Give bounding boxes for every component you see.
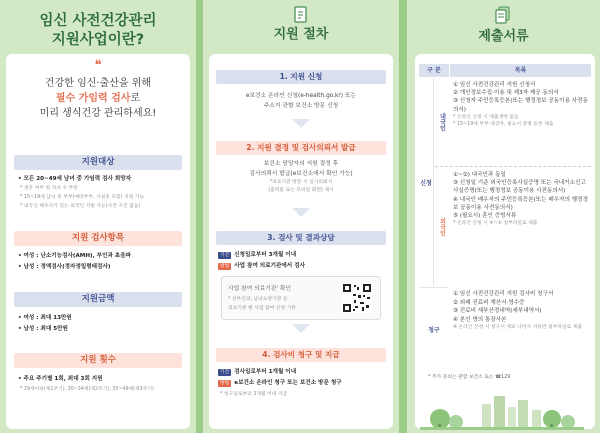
arrow-down-icon [292,208,310,217]
step-4-header: 4. 검사비 청구 및 지급 [216,348,386,362]
domestic-list [453,81,590,129]
col-header-category: 구 분 [419,64,449,77]
documents-table [419,64,591,370]
list-item: ④ 본인 명의 통장사본 [453,316,507,323]
intro-card [6,54,190,429]
footer-note: * 추가 문의는 관할 보건소 또는 ☎129 [428,375,511,380]
step-4-period: 기간 검사일로부터 1개월 이내 [220,369,297,375]
qr-code-icon[interactable] [342,283,372,313]
eligibility-line-4: * 내국인 배우자가 있는 외국인 지원 가능(사전 조건 없음) [20,204,141,209]
amount-male: • 남성 : 최대 5만원 [18,326,68,332]
row-label-apply: 신청 [419,78,434,286]
list-item: ③ 신청자 주민등록등본(또는 행정정보 공동이용 사전동의서) [453,98,588,113]
hospital-check-box [221,276,381,320]
eligibility-line-1: • 모든 20~49세 남녀 중 가임력 검사 희망자 [18,176,132,182]
hospital-check-note-2: 의료기관 별 사업 참여 신청 기관 [228,306,296,311]
list-item: * 온라인 신청 시 ④~⑤ 첨부파일로 제출 [453,221,538,227]
hospital-check-title: 사업 참여 의료기관' 확인 [228,286,292,292]
list-item: ④ 내국인 배우자의 주민등록등본(또는 배우자의 행정정보 공동이용 사전동의서) [453,196,588,211]
step-1-header: 1. 지원 신청 [216,70,386,84]
foreign-list [453,171,590,228]
document-icon [293,6,310,25]
arrow-down-icon [292,119,310,128]
tree-icon [412,390,592,430]
claim-list [453,290,590,332]
step-4-note: * 청구일로부터 3개월 이내 지급 [220,392,288,397]
list-item: ①~②) 내국인과 동일 [453,172,506,178]
list-item: ② 개인정보수집·이용 및 제3자 제공 동의서 [453,90,559,97]
doc-stack-icon [493,6,513,26]
col-header-list: 목록 [450,64,591,77]
step-2-header: 2. 지원 결정 및 검사의뢰서 발급 [216,141,386,155]
page-title: 제출서류 [478,29,529,44]
domestic-divider [435,166,591,167]
list-item: ① 임신 사전건강관리 지원 신청서 [453,82,536,88]
test-items-male: • 남성 : 정액검사(정자정밀형태검사) [18,264,111,270]
eligibility-line-3: * 15~19세 남녀 중 부부(예비부부, 사실혼 포함) 지원 가능 [20,195,145,200]
step-3-header: 3. 검사 및 결과상담 [216,231,386,245]
list-item: ⑤ (필요시) 혼인 증빙서류 [453,213,517,220]
list-item: ③ 진료비 세부산정내역(세부내역서) [453,308,542,315]
section-header-amount: 지원금액 [14,292,182,307]
step-3-method: 방법 사업 참여 의료기관에서 검사 [220,263,305,269]
step-3-period: 기간 신청일로부터 3개월 이내 [220,252,297,258]
list-item: * 15~19세 부부 대상자, 필요서 증빙 등본 제출 [453,122,554,128]
section-header-frequency: 지원 횟수 [14,353,182,368]
row-label-domestic: 내국인 [438,113,446,131]
hospital-check-note-1: * 선부인과, 남녀요양기관 등 [228,297,288,302]
list-item: * 온라인 신청 시 제출생략 없음 [453,114,519,120]
step-1-text: e보건소 온라인 신청(e-health.go.kr) 또는 주소지 관할 보건소 방문 신청 [245,93,357,109]
row-label-foreign: 외국인 [438,218,446,236]
list-item: ② 외래 진료비 계산서·영수증 [453,299,525,306]
eligibility-line-2: * 결혼 여부 및 자녀 수 무관 [20,186,78,191]
test-items-female: • 여성 : 난소기능검사(AMH), 부인과 초음파 [18,253,132,259]
amount-female: • 여성 : 최대 13만원 [18,315,72,321]
list-item: ① 임신 사전건강관리 지원 검사비 청구서 [453,291,554,297]
step-2-text: 보건소 담당자의 지원 결정 후 검사의뢰서 발급(e보건소에서 확인 가능) *의료기관 방문 시 검사의뢰서 (출력물 또는 모바일 화면) 제시 [249,161,353,193]
row-label-claim: 청구 [419,287,449,370]
intro-text: 건강한 임신·출산을 위해 필수 가임력 검사로 미리 생식건강 관리하세요! [39,78,157,119]
list-item: ③ 신청일 기준 외국인등록사실증명 또는 국내거소신고사실증명(또는 행정정보 공동이용 사전동의서) [453,180,586,195]
section-header-test-items: 지원 검사항목 [14,231,182,246]
panel-program-intro [0,0,196,433]
section-header-eligibility: 지원대상 [14,155,182,170]
list-item: ※ 온라인 신청 시 청구서 제외 나머지 서류만 첨부파일로 제출 [453,325,582,331]
frequency-line-2: * 29세이하(제1주기), 30~34세(제2주기), 35~49세(제3주기) [20,387,154,392]
arrow-down-icon [292,324,310,333]
step-4-method: 방법 e보건소 온라인 청구 또는 보건소 방문 청구 [220,380,342,386]
page-title: 지원 절차 [273,27,329,42]
page-title: 임신 사전건강관리 지원사업이란? [39,13,157,48]
quote-mark-icon: ❝ [94,58,102,73]
frequency-line-1: • 주요 주기별 1회, 최대 3회 지원 [18,376,103,382]
